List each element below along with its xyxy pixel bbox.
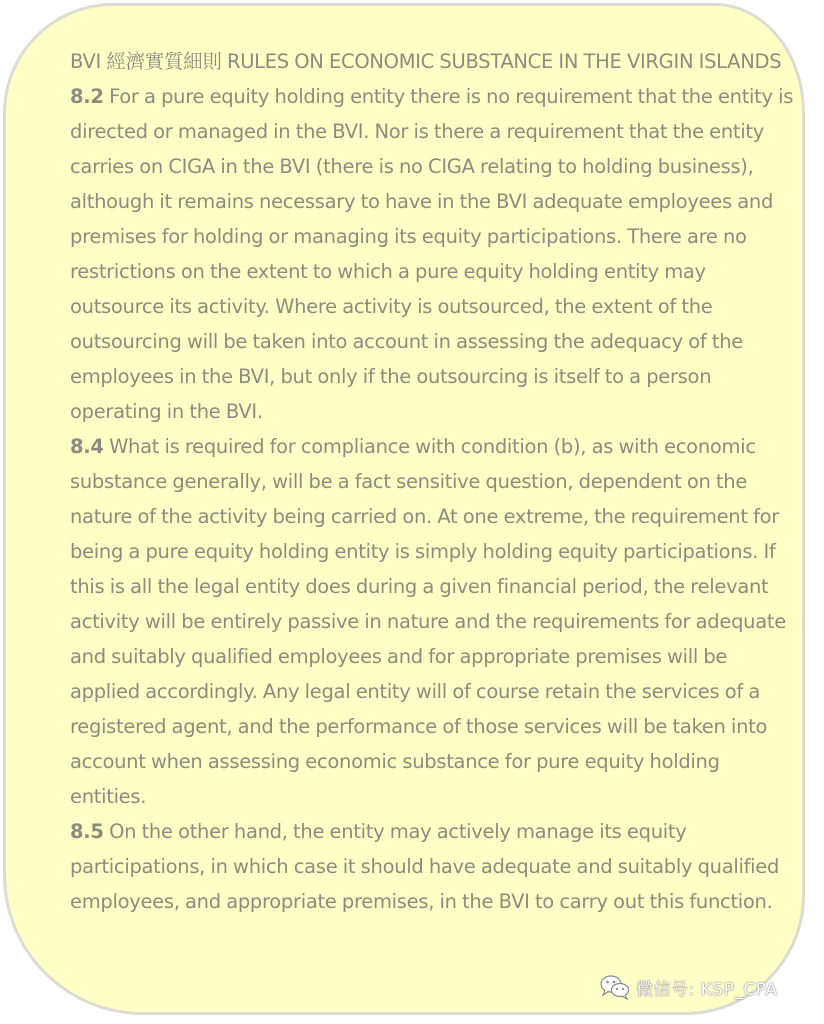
wechat-icon [600,974,630,1000]
section-text: On the other hand, the entity may actively manage its equity participations, in which case it should have adequate and suitably qualified employees, and appropriate premises, in the BVI to carry out this function. [70,820,780,913]
section-number: 8.4 [70,435,104,458]
document-content [70,44,800,919]
section-number: 8.5 [70,820,104,843]
section-8-4 [70,429,800,814]
section-text: For a pure equity holding entity there is no requirement that the entity is directed or managed in the BVI. Nor is there a requirement that the entity carries on CIGA in the BVI (there is no CIGA relating to holding business), although it remains necessary to have in the BVI adequate employees and premises for holding or managing its equity participations. There are no restrictions on the extent to which a pure equity holding entity may outsource its activity. Where activity is outsourced, the extent of the outsourcing will be taken into account in assessing the adequacy of the employees in the BVI, but only if the outsourcing is itself to a person operating in the BVI. [70,85,794,423]
watermark-text: 微信号: KSP_CPA [636,979,778,1000]
document-heading: BVI 經濟實質細則 RULES ON ECONOMIC SUBSTANCE IN THE VIRGIN ISLANDS [70,50,782,73]
wechat-watermark [600,972,778,1002]
section-8-5 [70,814,800,919]
document-card [3,3,805,1015]
section-text: What is required for compliance with condition (b), as with economic substance generally, will be a fact sensitive question, dependent on the nature of the activity being carried on. At one extreme, the requirement for being a pure equity holding entity is simply holding equity participations. If this is all the legal entity does during a given financial period, the relevant activity will be entirely passive in nature and the requirements for adequate and suitably qualified employees and for appropriate premises will be applied accordingly. Any legal entity will of course retain the services of a registered agent, and the performance of those services will be taken into account when assessing economic substance for pure equity holding entities. [70,435,786,808]
section-8-2 [70,79,800,429]
section-number: 8.2 [70,85,104,108]
